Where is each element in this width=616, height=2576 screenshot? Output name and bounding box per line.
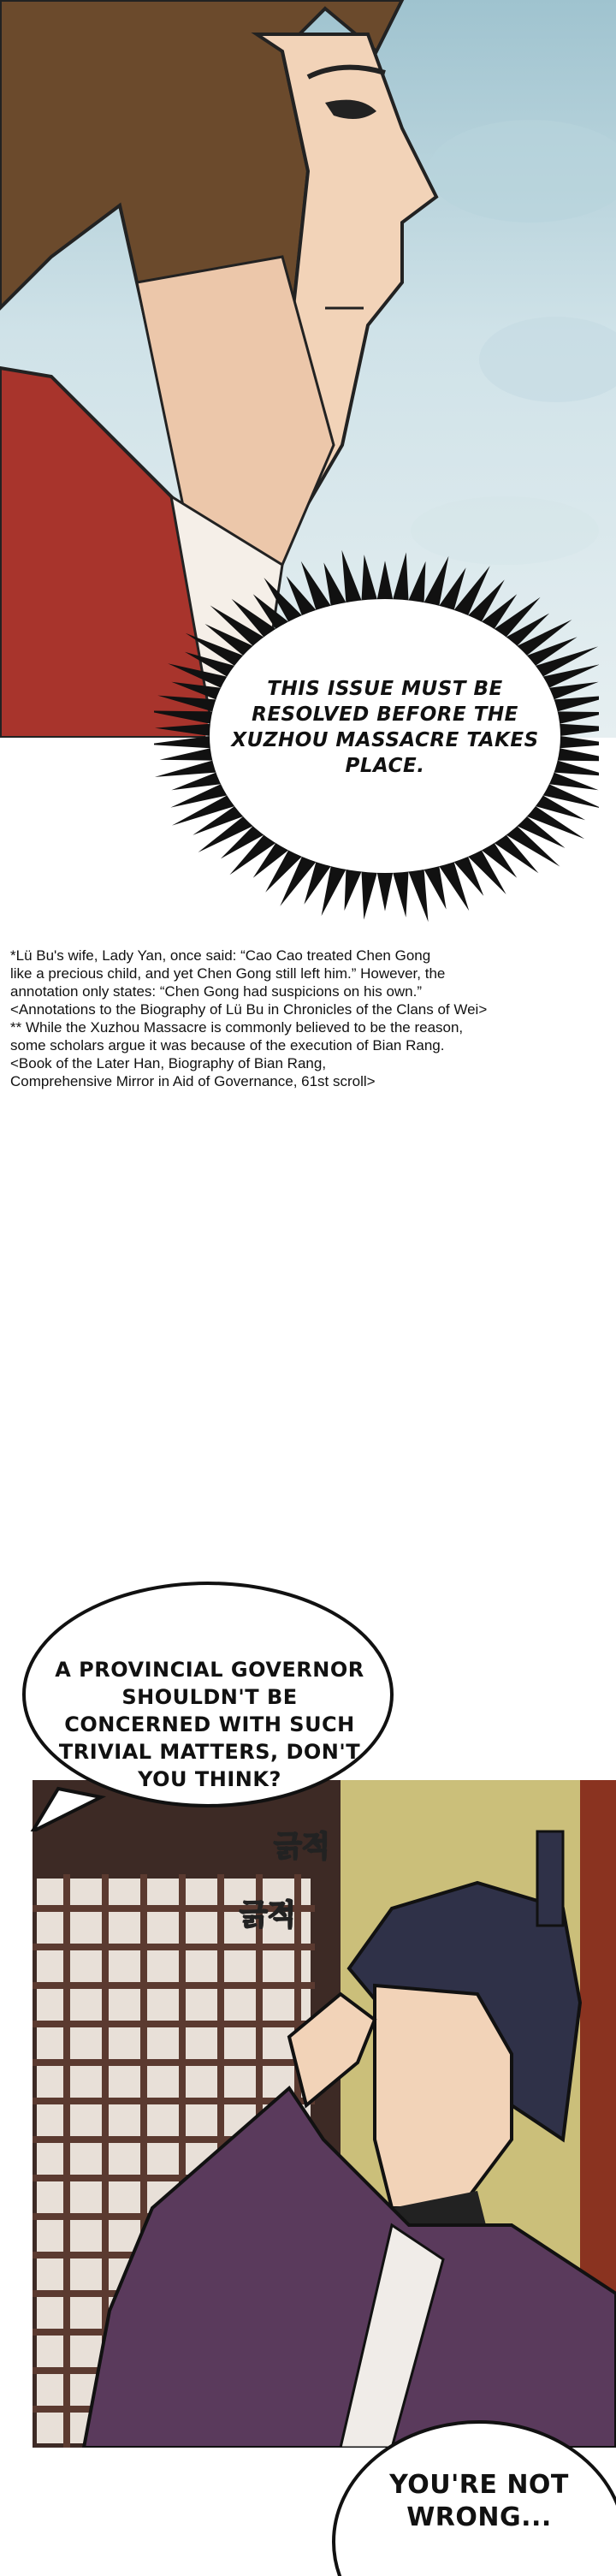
bubble-text-top: THIS ISSUE MUST BE RESOLVED BEFORE THE XUZHOU MASSACRE TAKES PLACE.	[231, 678, 539, 777]
bubble-text-bottom: YOU'RE NOT WRONG...	[389, 2470, 569, 2532]
note-line: <Book of the Later Han, Biography of Bian Rang,	[10, 1055, 327, 1071]
note-line: <Annotations to the Biography of Lü Bu in Chronicles of the Clans of Wei>	[10, 1001, 488, 1018]
note-line: some scholars argue it was because of the execution of Bian Rang.	[10, 1037, 445, 1054]
footnotes	[10, 947, 601, 1090]
bottom-panel	[33, 1780, 616, 2448]
sfx-scratch: 긁적	[240, 1898, 296, 1932]
note-line: annotation only states: “Chen Gong had suspicions on his own.”	[10, 983, 423, 1000]
bottom-panel-art	[33, 1780, 616, 2448]
note-line: *Lü Bu's wife, Lady Yan, once said: “Cao Cao treated Chen Gong	[10, 947, 431, 964]
note-line: Comprehensive Mirror in Aid of Governance, 61st scroll>	[10, 1073, 376, 1089]
note-line: ** While the Xuzhou Massacre is commonly believed to be the reason,	[10, 1019, 464, 1036]
bubble-text-middle: A PROVINCIAL GOVERNOR SHOULDN'T BE CONCERNED WITH SUCH TRIVIAL MATTERS, DON'T YOU THINK?	[55, 1658, 364, 1791]
note-line: like a precious child, and yet Chen Gong still left him.” However, the	[10, 965, 446, 982]
sfx-scratch: 긁적	[274, 1830, 330, 1864]
